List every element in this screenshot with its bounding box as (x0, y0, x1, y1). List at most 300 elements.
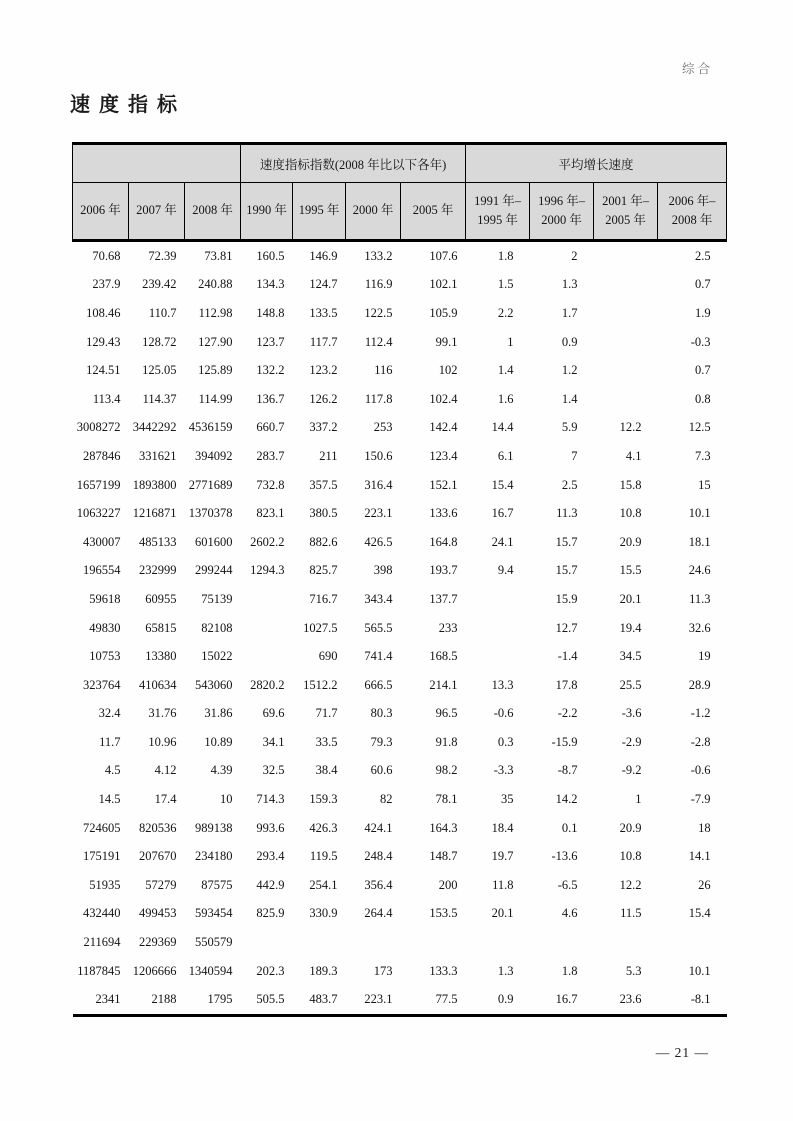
table-cell: 5.9 (561, 420, 578, 435)
table-cell: -6.5 (557, 877, 578, 892)
table-cell: 283.7 (256, 448, 285, 463)
table-row (73, 385, 727, 414)
table-cell: -8.7 (557, 763, 578, 778)
table-cell: 19.4 (619, 620, 642, 635)
table-cell: 741.4 (364, 649, 393, 664)
table-cell: 17.4 (154, 792, 177, 807)
table-cell: 69.6 (262, 706, 285, 721)
table-cell (530, 928, 594, 957)
table-row (73, 471, 727, 500)
table-cell: 32.4 (98, 706, 121, 721)
table-cell: 75139 (201, 591, 233, 606)
table-cell: 87575 (201, 877, 233, 892)
table-cell: 398 (373, 563, 393, 578)
table-cell: 11.8 (492, 877, 514, 892)
table-cell: 0.9 (561, 334, 578, 349)
table-cell: 233 (438, 620, 458, 635)
table-cell: 133.2 (364, 248, 393, 263)
table-cell: 724605 (83, 820, 121, 835)
table-cell: 19 (698, 649, 711, 664)
table-cell: 1.4 (561, 391, 578, 406)
table-row (73, 299, 727, 328)
table-cell: 2.5 (694, 248, 711, 263)
page-number: — 21 — (655, 1045, 709, 1060)
table-cell: 1370378 (188, 506, 233, 521)
column-header-year: 2008 年 (185, 183, 241, 241)
table-row (73, 928, 727, 957)
table-cell: 293.4 (256, 849, 285, 864)
table-cell: 15.5 (619, 563, 642, 578)
table-cell: 1216871 (132, 506, 177, 521)
column-header-year: 2006 年 (73, 183, 129, 241)
table-cell: 1.3 (561, 277, 578, 292)
table-cell: 60.6 (370, 763, 393, 778)
table-cell: 31.86 (204, 706, 233, 721)
table-row (73, 842, 727, 871)
table-cell: 1.5 (497, 277, 514, 292)
table-cell: 133.3 (429, 963, 458, 978)
table-row (73, 528, 727, 557)
table-cell: 2820.2 (250, 677, 285, 692)
table-cell: 234180 (195, 849, 233, 864)
table-cell: -9.2 (621, 763, 642, 778)
table-cell (346, 928, 401, 957)
table-cell: 316.4 (364, 477, 393, 492)
table-cell: 426.5 (364, 534, 393, 549)
table-cell: 343.4 (364, 591, 393, 606)
table-cell: 12.2 (619, 420, 642, 435)
period-line1: 2001 年– (602, 193, 649, 208)
table-cell: 160.5 (256, 248, 285, 263)
table-cell: 20.9 (619, 534, 642, 549)
table-cell: 823.1 (256, 506, 285, 521)
table-cell: 357.5 (309, 477, 338, 492)
table-cell: 51935 (89, 877, 121, 892)
table-cell: 102 (438, 363, 458, 378)
table-cell: 15.7 (555, 563, 578, 578)
table-cell (594, 385, 658, 414)
table-cell: 70.68 (92, 248, 121, 263)
table-cell: 380.5 (309, 506, 338, 521)
table-cell: 128.72 (142, 334, 177, 349)
table-cell: 35 (501, 792, 514, 807)
table-row (73, 442, 727, 471)
table-cell: 18.4 (491, 820, 514, 835)
table-cell: 882.6 (309, 534, 338, 549)
table-cell: 125.05 (142, 363, 177, 378)
table-cell: 34.1 (262, 734, 285, 749)
table-cell: 337.2 (309, 420, 338, 435)
column-header-year: 2000 年 (346, 183, 401, 241)
table-cell (466, 928, 530, 957)
table-cell: 11.3 (556, 506, 578, 521)
table-cell: 105.9 (429, 305, 458, 320)
table-cell (658, 928, 727, 957)
table-cell (466, 585, 530, 614)
period-line2: 2008 年 (671, 213, 713, 227)
table-cell: 237.9 (92, 277, 121, 292)
table-cell (241, 928, 293, 957)
table-cell: 14.2 (555, 792, 578, 807)
table-cell: 1027.5 (303, 620, 338, 635)
table-cell: 80.3 (370, 706, 393, 721)
table-cell: 31.76 (148, 706, 177, 721)
table-cell: 240.88 (198, 277, 233, 292)
table-cell (594, 241, 658, 271)
table-cell: 6.1 (497, 448, 514, 463)
table-cell: 33.5 (315, 734, 338, 749)
table-cell: 248.4 (364, 849, 393, 864)
table-cell: 253 (373, 420, 393, 435)
table-cell: 7 (571, 448, 578, 463)
table-row (73, 785, 727, 814)
table-cell: 1.8 (497, 248, 514, 263)
table-cell: 1.4 (497, 363, 514, 378)
table-header (73, 144, 727, 241)
table-cell: 10.8 (619, 506, 642, 521)
table-cell: 1.8 (561, 963, 578, 978)
table-cell: 424.1 (364, 820, 393, 835)
table-cell (293, 928, 346, 957)
table-cell: -8.1 (658, 985, 727, 1015)
table-cell: 0.8 (694, 391, 711, 406)
table-row (73, 241, 727, 271)
table-cell: 72.39 (148, 248, 177, 263)
table-cell: 23.6 (594, 985, 658, 1015)
group-header-growth: 平均增长速度 (466, 144, 727, 183)
section-corner-label: 综合 (681, 62, 713, 76)
speed-indicators-table (72, 142, 727, 1017)
table-cell: 430007 (83, 534, 121, 549)
table-cell: 49830 (89, 620, 121, 635)
table-cell: 108.46 (86, 305, 121, 320)
table-cell: 15.9 (555, 591, 578, 606)
table-cell: 565.5 (364, 620, 393, 635)
table-cell: 126.2 (309, 391, 338, 406)
table-cell: 550579 (195, 935, 233, 950)
table-cell: -2.2 (557, 706, 578, 721)
period-line1: 1996 年– (538, 193, 585, 208)
table-cell: 2.2 (497, 305, 514, 320)
table-cell: 71.7 (315, 706, 338, 721)
table-cell: 148.7 (429, 849, 458, 864)
table-cell: 1795 (185, 985, 241, 1015)
table-cell: 123.2 (309, 363, 338, 378)
table-cell: 15022 (201, 649, 233, 664)
group-header-row (73, 144, 727, 183)
table-cell: 153.5 (429, 906, 458, 921)
table-cell: 173 (373, 963, 393, 978)
table-cell: 1187845 (77, 963, 121, 978)
table-cell: 1294.3 (250, 563, 285, 578)
table-cell: 102.4 (429, 391, 458, 406)
table-cell: 1340594 (188, 963, 233, 978)
table-cell: 0.3 (497, 734, 514, 749)
column-header-period (594, 183, 658, 241)
table-cell: 123.7 (256, 334, 285, 349)
table-row (73, 585, 727, 614)
table-cell: 3442292 (132, 420, 177, 435)
table-cell: 32.5 (262, 763, 285, 778)
table-row (73, 728, 727, 757)
table-cell: 264.4 (364, 906, 393, 921)
column-header-period (658, 183, 727, 241)
table-cell: 993.6 (256, 820, 285, 835)
year-header-row (73, 183, 727, 241)
table-cell: 17.8 (555, 677, 578, 692)
period-line1: 2006 年– (668, 193, 716, 208)
table-row (73, 356, 727, 385)
table-cell: 96.5 (435, 706, 458, 721)
table-cell: 11.7 (99, 734, 121, 749)
table-cell: 483.7 (293, 985, 346, 1015)
table-cell: 666.5 (364, 677, 393, 692)
table-cell: 136.7 (256, 391, 285, 406)
table-cell: 505.5 (241, 985, 293, 1015)
table-cell (594, 299, 658, 328)
period-line2: 1995 年 (477, 213, 518, 227)
table-cell: 24.1 (491, 534, 514, 549)
table-cell (594, 928, 658, 957)
table-cell: 16.7 (530, 985, 594, 1015)
table-cell: 1657199 (76, 477, 121, 492)
table-cell: 2602.2 (250, 534, 285, 549)
table-cell: 13380 (145, 649, 177, 664)
table-cell: 82108 (201, 620, 233, 635)
table-cell: 38.4 (315, 763, 338, 778)
table-cell: -0.3 (690, 334, 711, 349)
table-cell (594, 328, 658, 357)
table-cell (594, 356, 658, 385)
table-cell: 1512.2 (303, 677, 338, 692)
table-cell: 15.4 (688, 906, 711, 921)
table-cell: 19.7 (491, 849, 514, 864)
table-cell: 0.9 (466, 985, 530, 1015)
table-cell: 0.7 (694, 277, 711, 292)
table-row (73, 985, 727, 1015)
table-cell: 129.43 (86, 334, 121, 349)
table-cell (466, 642, 530, 671)
table-cell: 4.1 (625, 448, 642, 463)
table-cell: 200 (438, 877, 458, 892)
table-cell: 442.9 (256, 877, 285, 892)
table-cell: 133.5 (309, 305, 338, 320)
table-cell: 18 (698, 820, 711, 835)
table-cell: 60955 (145, 591, 177, 606)
table-cell: 124.51 (86, 363, 121, 378)
table-cell: 113.4 (92, 391, 121, 406)
table-cell: 660.7 (256, 420, 285, 435)
table-cell: 175191 (83, 849, 121, 864)
table-cell: 10.96 (148, 734, 177, 749)
table-cell: 330.9 (309, 906, 338, 921)
table-cell: 4.6 (561, 906, 578, 921)
table-cell: 323764 (83, 677, 121, 692)
table-cell: 57279 (145, 877, 177, 892)
table-cell: 10.1 (688, 506, 711, 521)
table-cell: 825.7 (309, 563, 338, 578)
table-body (73, 241, 727, 1016)
table-cell: 410634 (139, 677, 177, 692)
table-cell: 2341 (73, 985, 129, 1015)
table-cell: -0.6 (690, 763, 711, 778)
table-row (73, 900, 727, 929)
group-header-index: 速度指标指数(2008 年比以下各年) (241, 144, 466, 183)
table-cell: 24.6 (688, 563, 711, 578)
table-cell (241, 614, 293, 643)
table-cell: 73.81 (204, 248, 233, 263)
table-cell: 2 (571, 248, 578, 263)
table-cell: 5.3 (625, 963, 642, 978)
table-cell: 10753 (89, 649, 121, 664)
table-cell: 91.8 (435, 734, 458, 749)
table-cell: 34.5 (619, 649, 642, 664)
table-cell: 11.5 (620, 906, 642, 921)
table-cell: 20.9 (619, 820, 642, 835)
table-cell: 116.9 (364, 277, 393, 292)
table-cell: 14.5 (98, 792, 121, 807)
table-cell: 32.6 (688, 620, 711, 635)
column-header-year: 2007 年 (129, 183, 185, 241)
table-cell: 11.3 (689, 591, 711, 606)
table-cell (594, 271, 658, 300)
table-cell: 499453 (139, 906, 177, 921)
table-cell: 20.1 (619, 591, 642, 606)
table-cell: 254.1 (309, 877, 338, 892)
period-line2: 2000 年 (541, 213, 582, 227)
table-cell: 146.9 (309, 248, 338, 263)
table-cell: 0.7 (694, 363, 711, 378)
table-cell: -3.3 (493, 763, 514, 778)
table-cell: -7.9 (690, 792, 711, 807)
table-cell: 99.1 (435, 334, 458, 349)
table-cell: 137.7 (429, 591, 458, 606)
table-cell: -1.2 (690, 706, 711, 721)
table-cell (401, 928, 466, 957)
table-cell: 331621 (139, 448, 177, 463)
table-cell: 15.4 (491, 477, 514, 492)
period-line1: 1991 年– (474, 193, 521, 208)
table-cell (241, 585, 293, 614)
table-cell: 116 (374, 363, 393, 378)
table-cell: 1 (507, 334, 514, 349)
table-cell: 59618 (89, 591, 121, 606)
table-cell: 134.3 (256, 277, 285, 292)
table-cell: 10.8 (619, 849, 642, 864)
table-cell (466, 614, 530, 643)
table-cell: 2188 (129, 985, 185, 1015)
table-cell: 229369 (139, 935, 177, 950)
table-row (73, 614, 727, 643)
table-row (73, 414, 727, 443)
column-header-period (530, 183, 594, 241)
table-cell: 132.2 (256, 363, 285, 378)
table-cell: 1.3 (497, 963, 514, 978)
table-cell: 10.1 (688, 963, 711, 978)
table-cell: 107.6 (429, 248, 458, 263)
table-cell: 102.1 (429, 277, 458, 292)
table-cell: 12.2 (619, 877, 642, 892)
table-cell: 989138 (195, 820, 233, 835)
table-cell: 15.7 (555, 534, 578, 549)
table-row (73, 757, 727, 786)
table-cell: 601600 (195, 534, 233, 549)
table-cell: 214.1 (429, 677, 458, 692)
table-cell: 18.1 (688, 534, 711, 549)
table-cell: 0.1 (561, 820, 578, 835)
table-cell: 211 (319, 448, 338, 463)
table-cell: 223.1 (364, 506, 393, 521)
table-cell: 148.8 (256, 305, 285, 320)
table-cell: 4536159 (188, 420, 233, 435)
table-cell: -15.9 (551, 734, 578, 749)
table-cell: 196554 (83, 563, 121, 578)
table-cell: 15 (698, 477, 711, 492)
table-cell: 14.1 (688, 849, 711, 864)
table-cell: 114.37 (142, 391, 177, 406)
table-row (73, 328, 727, 357)
table-cell: 287846 (83, 448, 121, 463)
table-cell: 732.8 (256, 477, 285, 492)
table-cell: 202.3 (256, 963, 285, 978)
table-cell: 112.98 (198, 305, 233, 320)
table-cell: 110.7 (148, 305, 177, 320)
table-cell: -0.6 (493, 706, 514, 721)
table-cell (241, 642, 293, 671)
table-cell: 152.1 (429, 477, 458, 492)
table-cell: 125.89 (198, 363, 233, 378)
table-cell: 2771689 (188, 477, 233, 492)
table-cell: 142.4 (429, 420, 458, 435)
table-cell: 1206666 (132, 963, 177, 978)
table-cell: 124.7 (309, 277, 338, 292)
table-cell: 394092 (195, 448, 233, 463)
table-cell: 79.3 (370, 734, 393, 749)
table-cell: -2.9 (621, 734, 642, 749)
table-cell: 223.1 (346, 985, 401, 1015)
table-row (73, 957, 727, 986)
table-cell: 211694 (83, 935, 121, 950)
table-cell: 716.7 (309, 591, 338, 606)
column-header-year: 1995 年 (293, 183, 346, 241)
page-title: 速度指标 (70, 94, 186, 116)
table-cell: 15.8 (619, 477, 642, 492)
table-cell: 28.9 (688, 677, 711, 692)
table-cell: 690 (318, 649, 338, 664)
table-cell: 114.99 (198, 391, 233, 406)
table-cell: -3.6 (621, 706, 642, 721)
table-cell: 133.6 (429, 506, 458, 521)
table-cell: 168.5 (429, 649, 458, 664)
table-cell: 16.7 (491, 506, 514, 521)
table-cell: 3008272 (76, 420, 121, 435)
table-row (73, 814, 727, 843)
table-cell: 543060 (195, 677, 233, 692)
table-cell: 432440 (83, 906, 121, 921)
column-header-year: 2005 年 (401, 183, 466, 241)
table-cell: 119.5 (309, 849, 338, 864)
table-cell: 82 (380, 792, 393, 807)
table-cell: 164.3 (429, 820, 458, 835)
table-cell: -1.4 (557, 649, 578, 664)
column-header-period (466, 183, 530, 241)
table-cell: 1.7 (561, 305, 578, 320)
table-cell: 232999 (139, 563, 177, 578)
table-cell: 4.12 (154, 763, 177, 778)
column-header-year: 1990 年 (241, 183, 293, 241)
table-cell: 1893800 (132, 477, 177, 492)
table-cell: 10.89 (204, 734, 233, 749)
